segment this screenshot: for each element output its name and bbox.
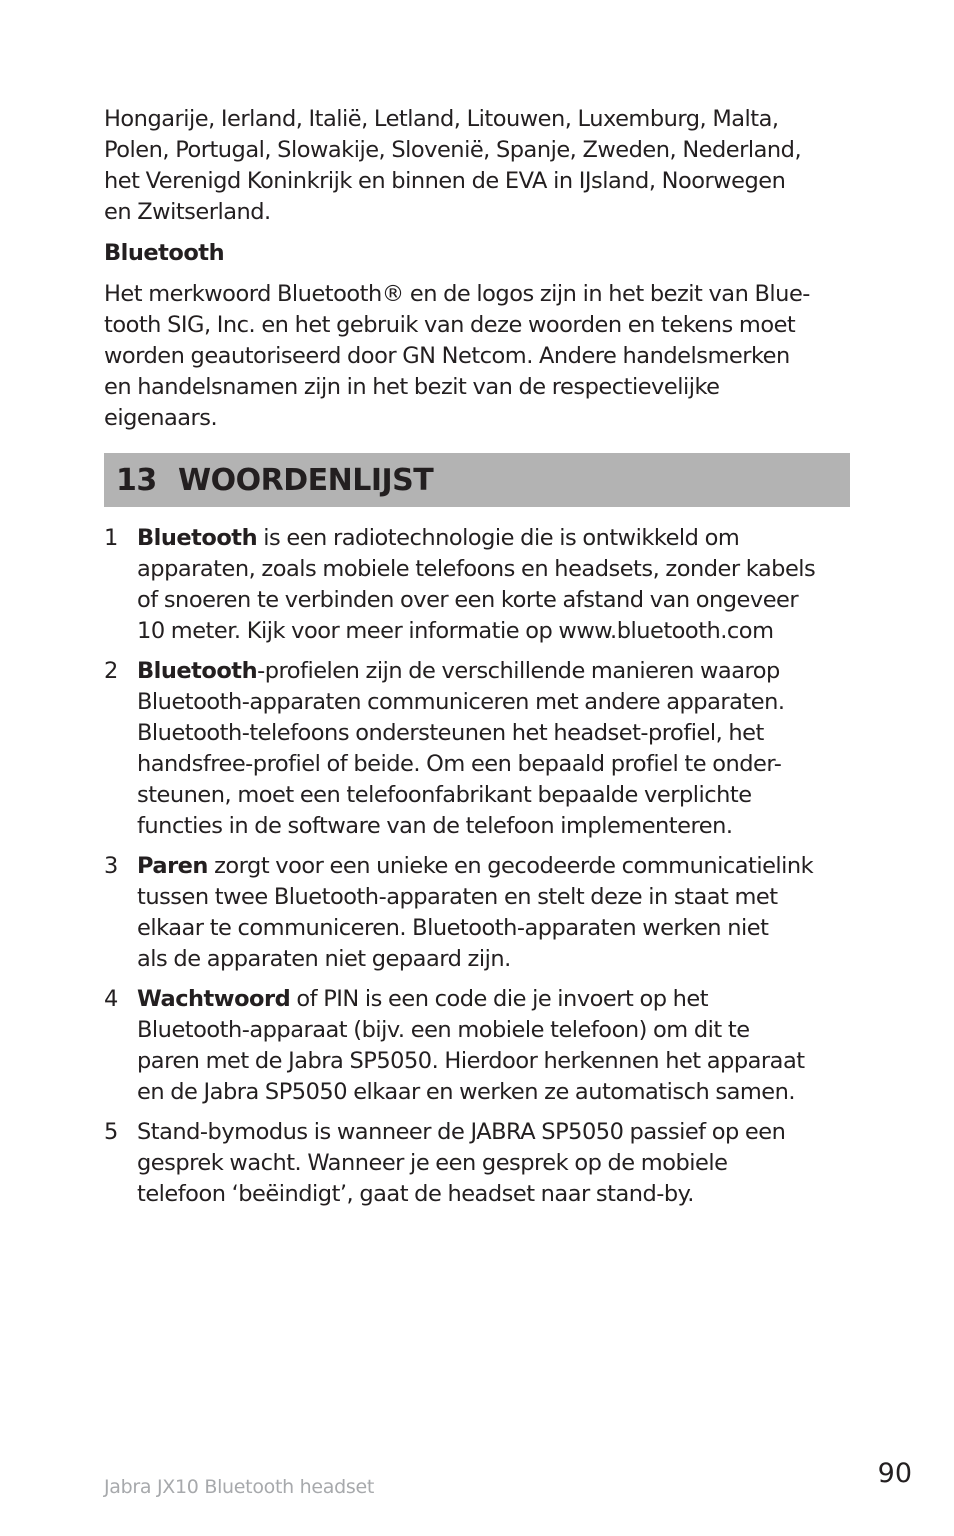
glossary-line [137,851,850,882]
intro-paragraph [104,104,850,228]
glossary-line: handsfree-profiel of beide. Om een bepaald profiel te onder- [137,751,782,777]
glossary-term-rest: -profielen zijn de verschillende manieren waarop [257,658,780,684]
bluetooth-line: eigenaars. [104,405,218,431]
bluetooth-line: Het merkwoord Bluetooth® en de logos zijn in het bezit van Blue- [104,281,810,307]
glossary-item-number: 2 [104,658,119,684]
glossary-item [104,984,850,1108]
chapter-heading [104,453,850,507]
page-number: 90 [877,1458,912,1489]
glossary-line: 10 meter. Kijk voor meer informatie op www.bluetooth.com [137,618,774,644]
glossary-line: en de Jabra SP5050 elkaar en werken ze automatisch samen. [137,1079,796,1105]
chapter-title: WOORDENLIJST [178,462,434,498]
glossary-term-rest: of PIN is een code die je invoert op het [290,986,709,1012]
glossary-item [104,656,850,842]
glossary-line: Bluetooth-apparaat (bijv. een mobiele telefoon) om dit te [137,1017,750,1043]
glossary-item-text [137,1117,850,1210]
glossary-line: tussen twee Bluetooth-apparaten en stelt deze in staat met [137,884,778,910]
glossary-line [137,523,850,554]
glossary-term: Wachtwoord [137,986,291,1012]
glossary-line [137,984,850,1015]
glossary-term: Bluetooth [137,658,258,684]
glossary-item [104,523,850,647]
glossary-item-text [137,851,850,975]
intro-line: Polen, Portugal, Slowakije, Slovenië, Spanje, Zweden, Nederland, [104,137,802,163]
bluetooth-line: worden geautoriseerd door GN Netcom. Andere handelsmerken [104,343,790,369]
intro-line: Hongarije, Ierland, Italië, Letland, Litouwen, Luxemburg, Malta, [104,106,779,132]
glossary-term-rest: is een radiotechnologie die is ontwikkeld om [257,525,740,551]
glossary-list [104,523,850,1210]
glossary-item-text [137,523,850,647]
glossary-item-text [137,656,850,842]
glossary-line: apparaten, zoals mobiele telefoons en headsets, zonder kabels [137,556,816,582]
glossary-line: functies in de software van de telefoon implementeren. [137,813,733,839]
page-content [104,104,850,1219]
glossary-term-rest: zorgt voor een unieke en gecodeerde communicatielink [207,853,814,879]
glossary-term-rest: Stand-bymodus is wanneer de JABRA SP5050 passief op een [137,1119,786,1145]
glossary-item [104,851,850,975]
glossary-item-number: 1 [104,525,119,551]
glossary-item [104,1117,850,1210]
bluetooth-line: en handelsnamen zijn in het bezit van de respectievelijke [104,374,720,400]
glossary-line: telefoon ‘beëindigt’, gaat de headset naar stand-by. [137,1181,694,1207]
glossary-item-number: 3 [104,853,119,879]
glossary-line: of snoeren te verbinden over een korte afstand van ongeveer [137,587,799,613]
glossary-line: Bluetooth-telefoons ondersteunen het headset-profiel, het [137,720,764,746]
intro-line: het Verenigd Koninkrijk en binnen de EVA in IJsland, Noorwegen [104,168,786,194]
glossary-line: steunen, moet een telefoonfabrikant bepaalde verplichte [137,782,752,808]
glossary-line: gesprek wacht. Wanneer je een gesprek op de mobiele [137,1150,728,1176]
glossary-item-number: 4 [104,986,119,1012]
glossary-item-number: 5 [104,1119,119,1145]
footer-product-title: Jabra JX10 Bluetooth headset [104,1476,374,1498]
glossary-line: Bluetooth-apparaten communiceren met andere apparaten. [137,689,785,715]
glossary-line: elkaar te communiceren. Bluetooth-apparaten werken niet [137,915,769,941]
glossary-item-text [137,984,850,1108]
chapter-number: 13 [116,462,157,498]
bluetooth-paragraph [104,279,850,434]
bluetooth-heading: Bluetooth [104,240,225,266]
glossary-term: Bluetooth [137,525,258,551]
intro-line: en Zwitserland. [104,199,271,225]
bluetooth-line: tooth SIG, Inc. en het gebruik van deze woorden en tekens moet [104,312,796,338]
glossary-line: als de apparaten niet gepaard zijn. [137,946,511,972]
glossary-line [137,656,850,687]
glossary-line: paren met de Jabra SP5050. Hierdoor herkennen het apparaat [137,1048,805,1074]
glossary-line [137,1117,850,1148]
glossary-term: Paren [137,853,208,879]
